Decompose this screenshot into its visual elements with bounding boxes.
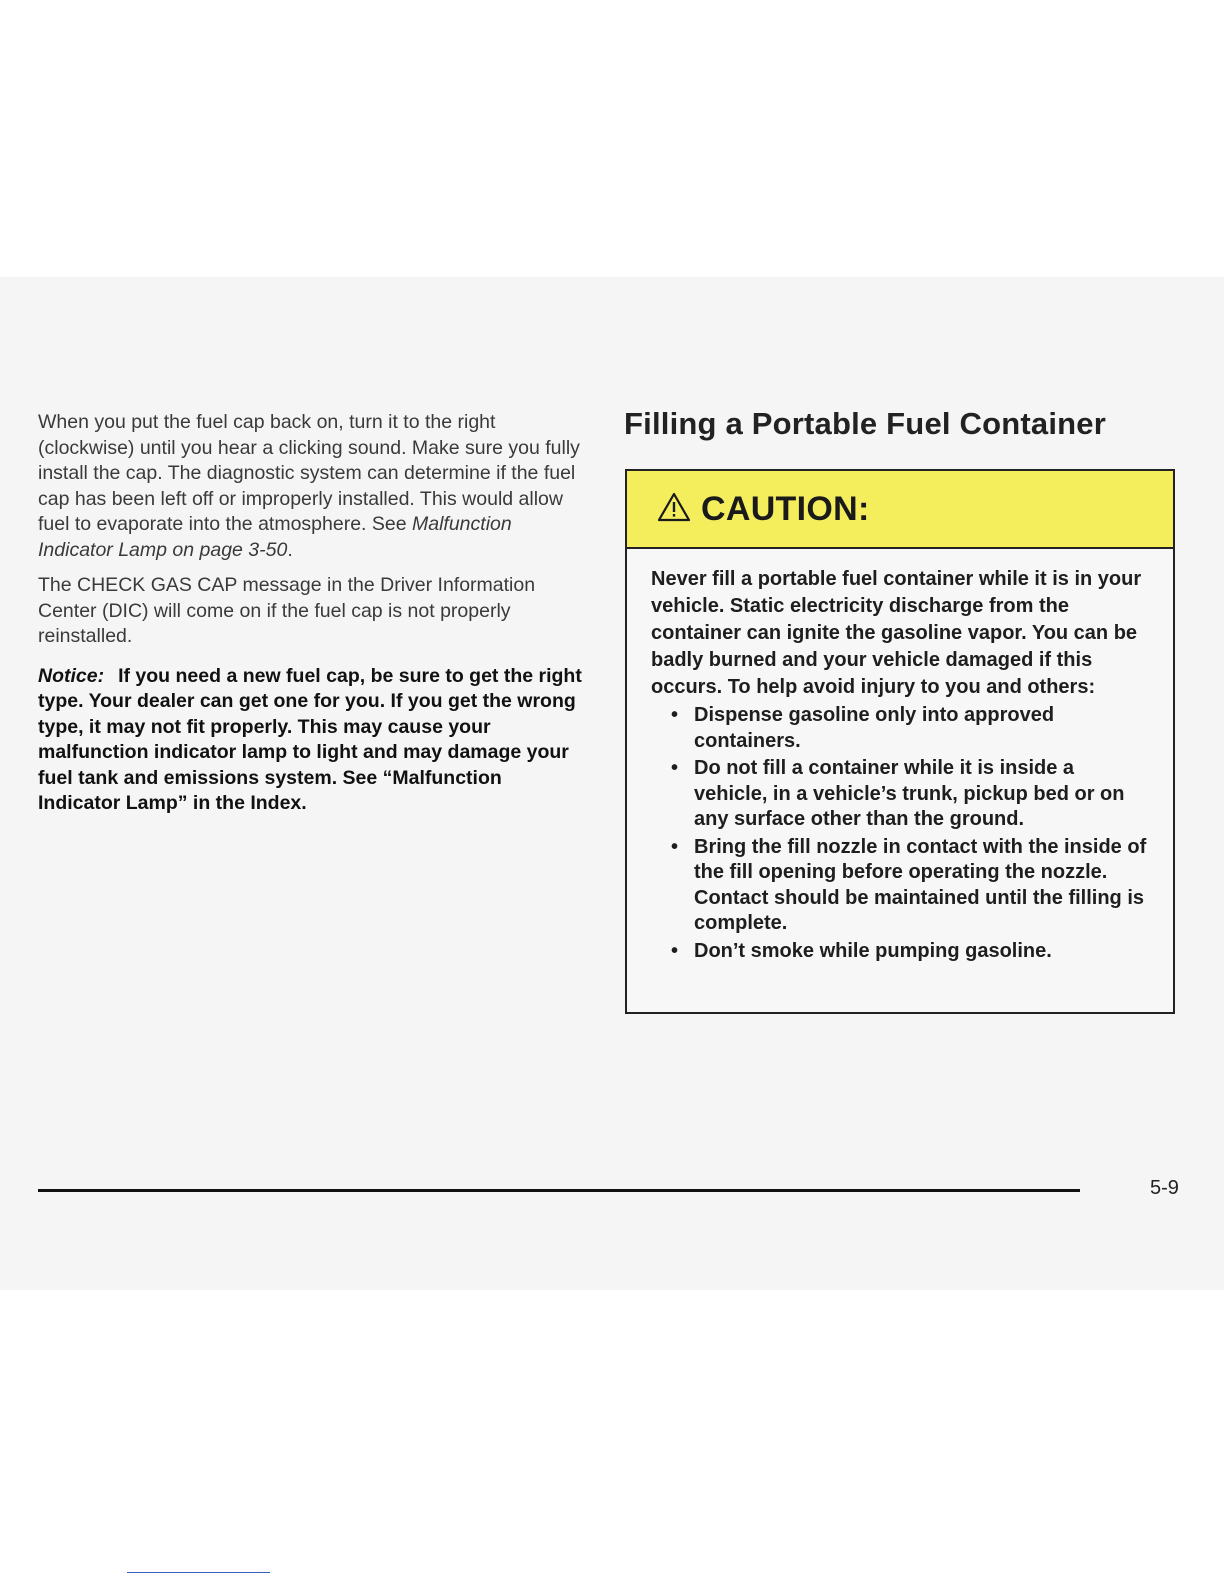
bullet-icon: • [671, 757, 679, 779]
notice-paragraph [38, 664, 583, 817]
left-column [38, 410, 583, 817]
caution-list [651, 703, 1149, 964]
caution-title: CAUTION: [701, 489, 870, 528]
caution-item-text: Don’t smoke while pumping gasoline. [694, 939, 1052, 962]
caution-list-item [669, 703, 1149, 754]
bullet-icon: • [671, 835, 679, 858]
notice-text: If you need a new fuel cap, be sure to get the right type. Your dealer can get one for you. If you get the wrong type, it may not fit properly. This may cause your malfunction indicator lamp to light and may damage your fuel tank and emissions system. See “Malfunction Indicator Lamp” in the Index. [38, 664, 582, 814]
bottom-link-underline [127, 1572, 270, 1573]
fuel-cap-paragraph-end: . [287, 538, 293, 561]
bullet-icon: • [671, 939, 679, 962]
caution-list-item [669, 939, 1149, 965]
caution-item-text: Dispense gasoline only into approved containers. [694, 704, 1055, 752]
caution-item-text: Bring the fill nozzle in contact with the inside of the fill opening before operating the nozzle. Contact should be maintained until the filling is complete. [694, 835, 1147, 934]
fuel-cap-paragraph-text: When you put the fuel cap back on, turn it to the right (clockwise) until you hear a clicking sound. Make sure you fully install the cap. The diagnostic system can determine if the fuel cap has been left off or improperly installed. This would allow fuel to evaporate into the atmosphere. See [38, 411, 580, 535]
caution-list-item [669, 756, 1149, 833]
caution-list-item [669, 835, 1149, 937]
check-gas-cap-paragraph: The CHECK GAS CAP message in the Driver Information Center (DIC) will come on if the fuel cap is not properly reinstalled. [38, 574, 536, 647]
section-heading: Filling a Portable Fuel Container [624, 406, 1106, 441]
notice-label: Notice: [38, 664, 105, 687]
caution-body [627, 549, 1173, 964]
fuel-cap-paragraph [38, 410, 583, 563]
caution-header [627, 471, 1173, 549]
malfunction-lamp-reference[interactable]: Malfunction Indicator Lamp on page 3-50 [38, 513, 512, 561]
warning-triangle-icon [657, 491, 691, 523]
caution-box [625, 469, 1175, 1014]
caution-item-text: Do not fill a container while it is inside a vehicle, in a vehicle’s trunk, pickup bed or on any surface other than the ground. [694, 757, 1125, 830]
caution-intro: Never fill a portable fuel container while it is in your vehicle. Static electricity discharge from the container can ignite the gasoline vapor. You can be badly burned and your vehicle damaged if this occurs. To help avoid injury to you and others: [651, 568, 1142, 698]
bullet-icon: • [671, 704, 679, 726]
page-number: 5-9 [1150, 1177, 1179, 1199]
footer-rule [38, 1189, 1080, 1192]
